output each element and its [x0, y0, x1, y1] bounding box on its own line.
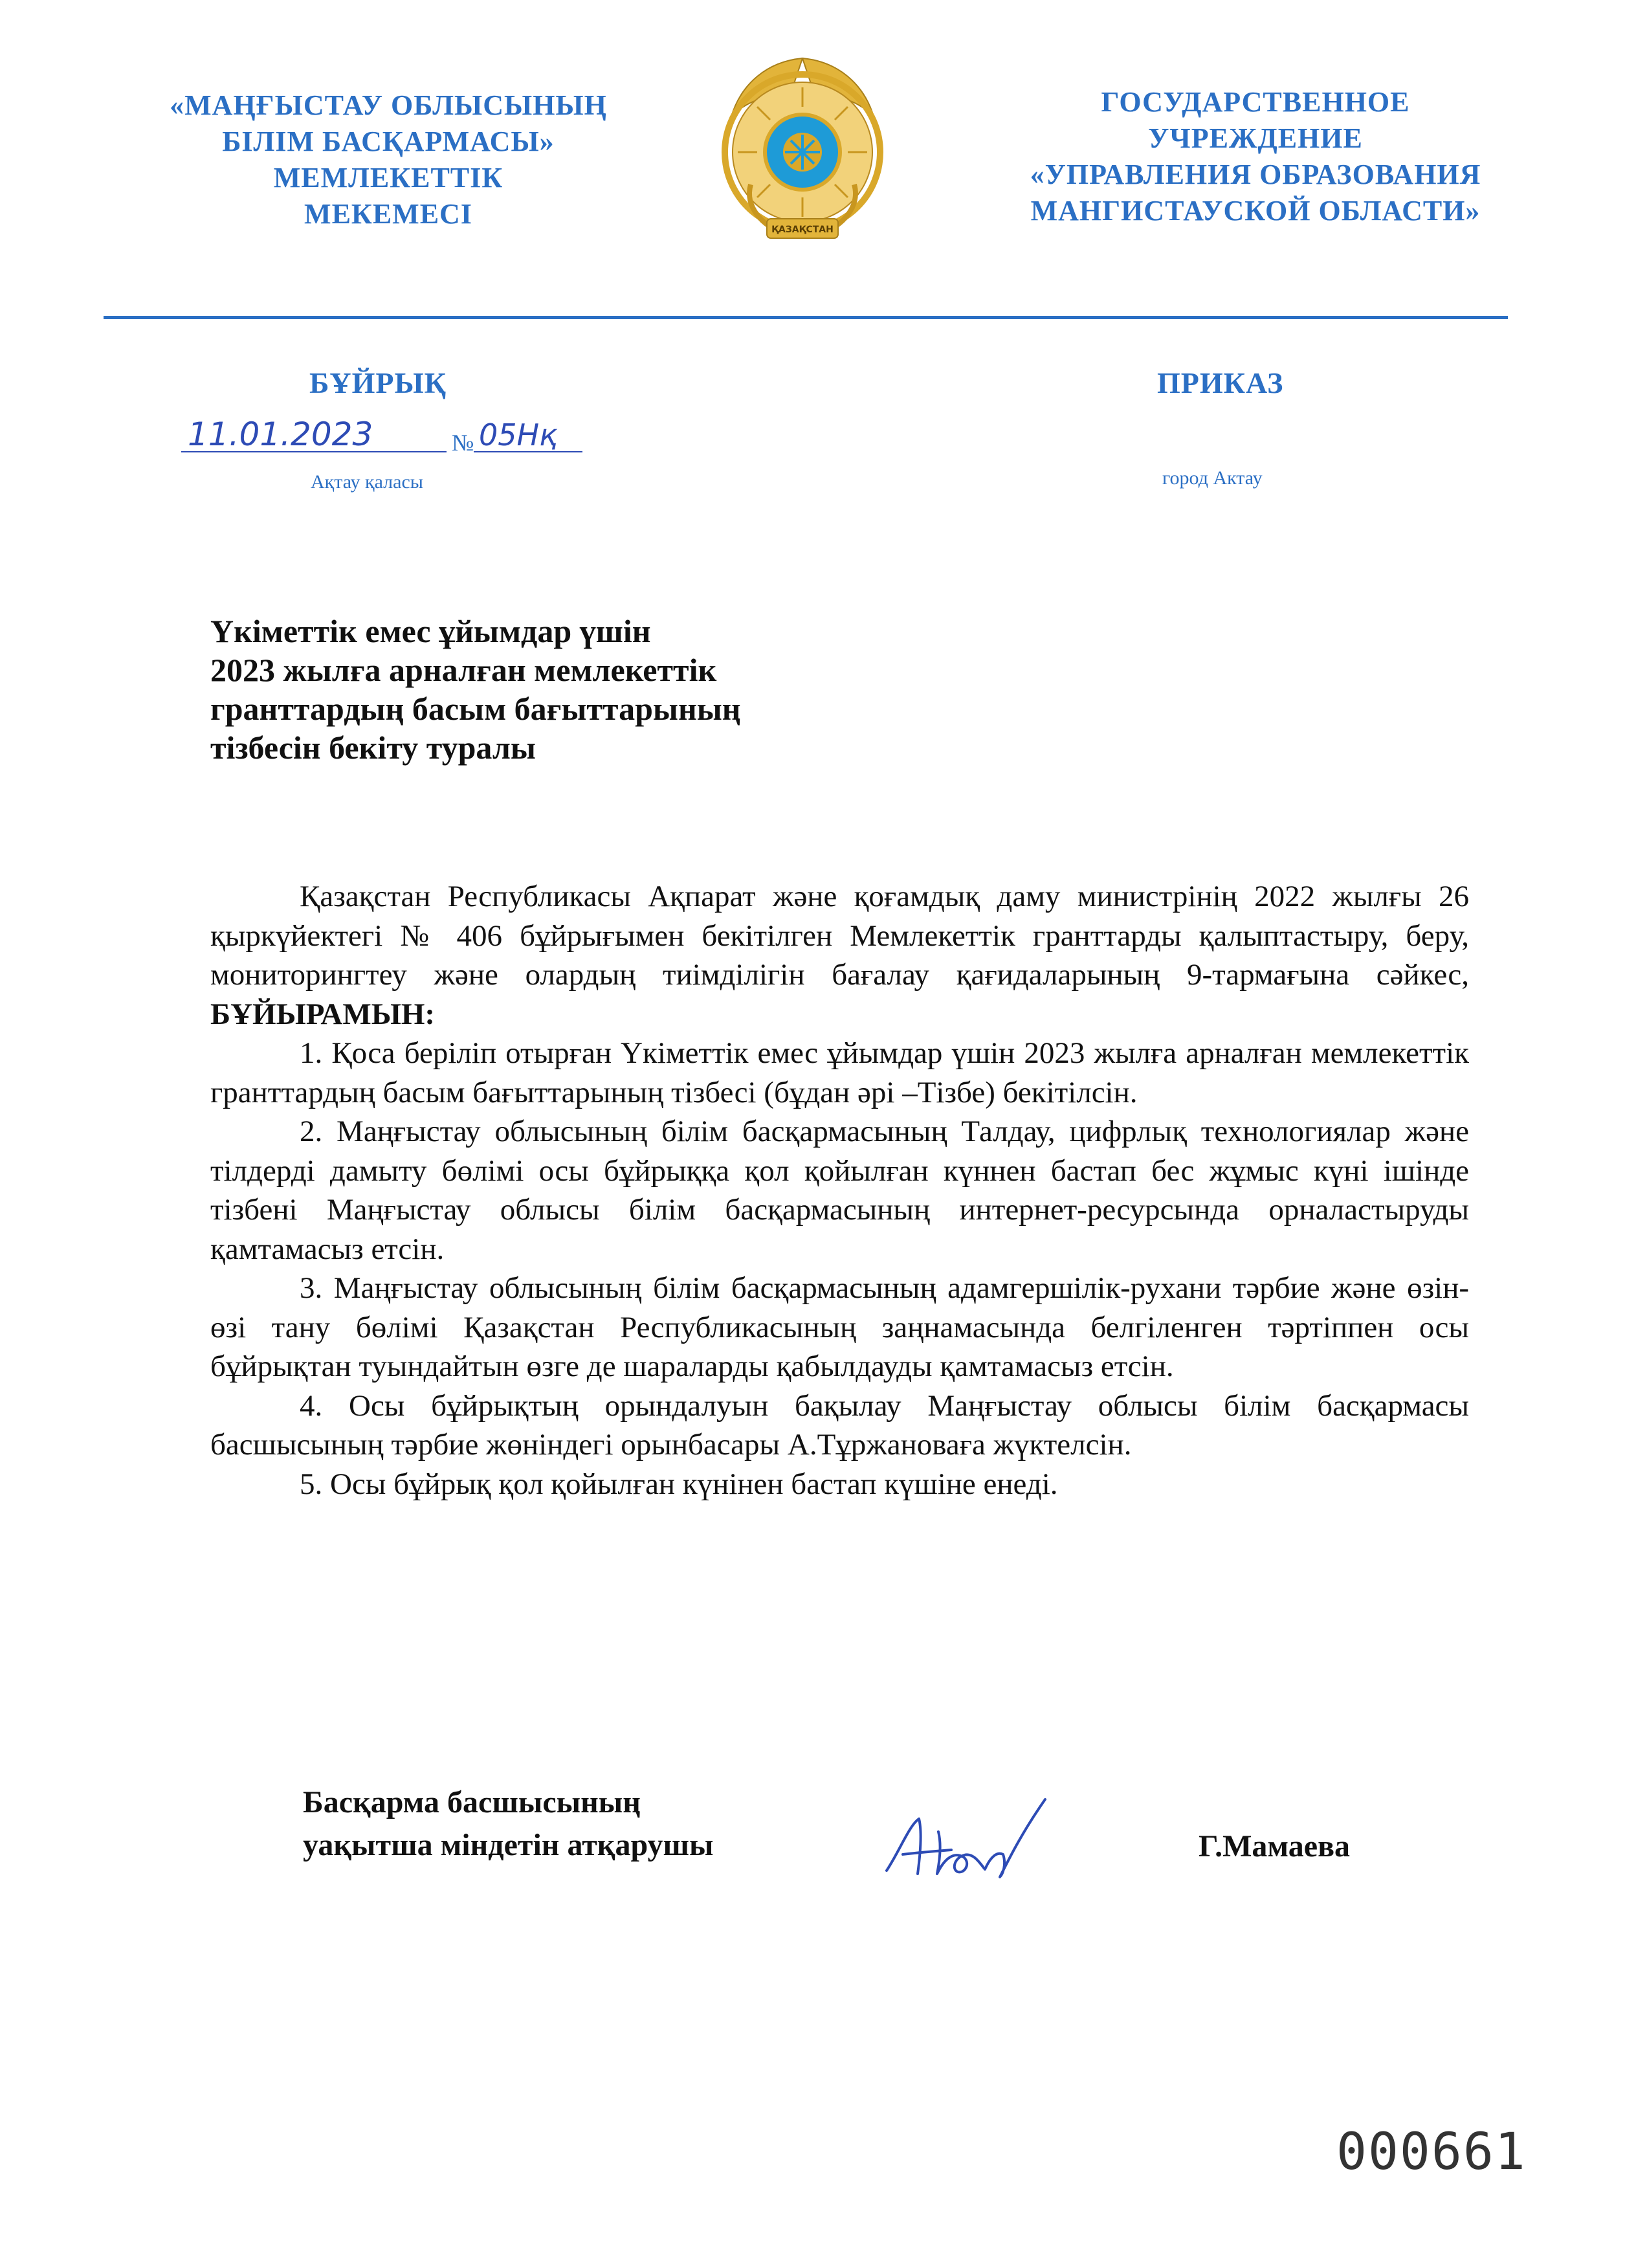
- position-line: Басқарма басшысының: [303, 1785, 641, 1819]
- order-word: БҰЙЫРАМЫН:: [210, 997, 436, 1031]
- org-kz-line: МЕМЛЕКЕТТІК: [273, 162, 503, 194]
- document-title: [210, 612, 987, 767]
- city-kazakh: Ақтау қаласы: [311, 471, 423, 493]
- document-body: [210, 877, 1469, 1504]
- org-ru-line: УЧРЕЖДЕНИЕ: [1148, 122, 1363, 154]
- org-ru-line: ГОСУДАРСТВЕННОЕ: [1101, 86, 1410, 118]
- title-line: Үкіметтік емес ұйымдар үшін: [210, 613, 651, 649]
- org-name-russian: [945, 84, 1566, 229]
- doc-type-kazakh: БҰЙРЫҚ: [309, 366, 447, 399]
- signatory-name: Г.Мамаева: [1199, 1829, 1351, 1863]
- position-line: уақытша міндетін атқарушы: [303, 1828, 714, 1862]
- title-line: тізбесін бекіту туралы: [210, 729, 536, 766]
- title-line: гранттардың басым бағыттарының: [210, 691, 741, 727]
- signatory-position: [303, 1781, 714, 1867]
- handwritten-date: 11.01.2023: [188, 416, 373, 453]
- emblem-ribbon-text: ҚАЗАҚСТАН: [771, 225, 834, 235]
- handwritten-signature-icon: [874, 1793, 1068, 1890]
- org-ru-line: МАНГИСТАУСКОЙ ОБЛАСТИ»: [1030, 195, 1481, 227]
- body-intro-paragraph: [210, 877, 1469, 1034]
- order-item: 3. Маңғыстау облысының білім басқармасының адамгершілік-рухани тәрбие және өзін-өзі тану бөлімі Қазақстан Республикасының заңнамасында белгіленген тәртіппен осы бұйрықтан туындайтын өзге де шараларды қабылдауды қамтамасыз етсін.: [210, 1271, 1469, 1383]
- org-name-kazakh: [104, 87, 673, 232]
- header-divider: [104, 316, 1508, 319]
- title-line: 2023 жылға арналған мемлекеттік: [210, 652, 717, 688]
- order-item: 1. Қоса беріліп отырған Үкіметтік емес ұйымдар үшін 2023 жылға арналған мемлекеттік гранттардың басым бағыттарының тізбесі (бұдан әрі –Тізбе) бекітілсін.: [210, 1036, 1469, 1109]
- handwritten-number: 05Нқ: [479, 417, 557, 452]
- state-emblem-icon: [705, 45, 900, 252]
- org-kz-line: БІЛІМ БАСҚАРМАСЫ»: [222, 126, 555, 157]
- date-number-line: [175, 414, 589, 466]
- city-russian: город Актау: [1162, 467, 1263, 489]
- order-item: 5. Осы бұйрық қол қойылған күнінен бастап күшіне енеді.: [300, 1467, 1058, 1501]
- org-kz-line: «МАҢҒЫСТАУ ОБЛЫСЫНЫҢ: [170, 89, 607, 121]
- doc-type-russian: ПРИКАЗ: [1157, 366, 1284, 399]
- number-sign: №: [452, 430, 474, 456]
- document-serial-number: 000661: [1336, 2123, 1527, 2181]
- intro-text: Қазақстан Республикасы Ақпарат және қоғамдық даму министрінің 2022 жылғы 26 қыркүйектегі № 406 бұйрығымен бекітілген Мемлекеттік гранттарды қалыптастыру, беру, мониторингтеу және олардың тиімділігін бағалау қағидаларының 9-тармағына сәйкес,: [210, 880, 1469, 992]
- order-item: 4. Осы бұйрықтың орындалуын бақылау Маңғыстау облысы білім басқармасы басшысының тәрбие жөніндегі орынбасары А.Тұржановаға жүктелсін.: [210, 1388, 1469, 1462]
- org-kz-line: МЕКЕМЕСІ: [304, 198, 472, 230]
- order-item: 2. Маңғыстау облысының білім басқармасының Талдау, цифрлық технологиялар және тілдерді дамыту бөлімі осы бұйрыққа қол қойылған күннен бастап бес жұмыс күні ішінде тізбені Маңғыстау облысы білім басқармасының интернет-ресурсында орналастыруды қамтамасыз етсін.: [210, 1115, 1469, 1266]
- org-ru-line: «УПРАВЛЕНИЯ ОБРАЗОВАНИЯ: [1030, 159, 1481, 190]
